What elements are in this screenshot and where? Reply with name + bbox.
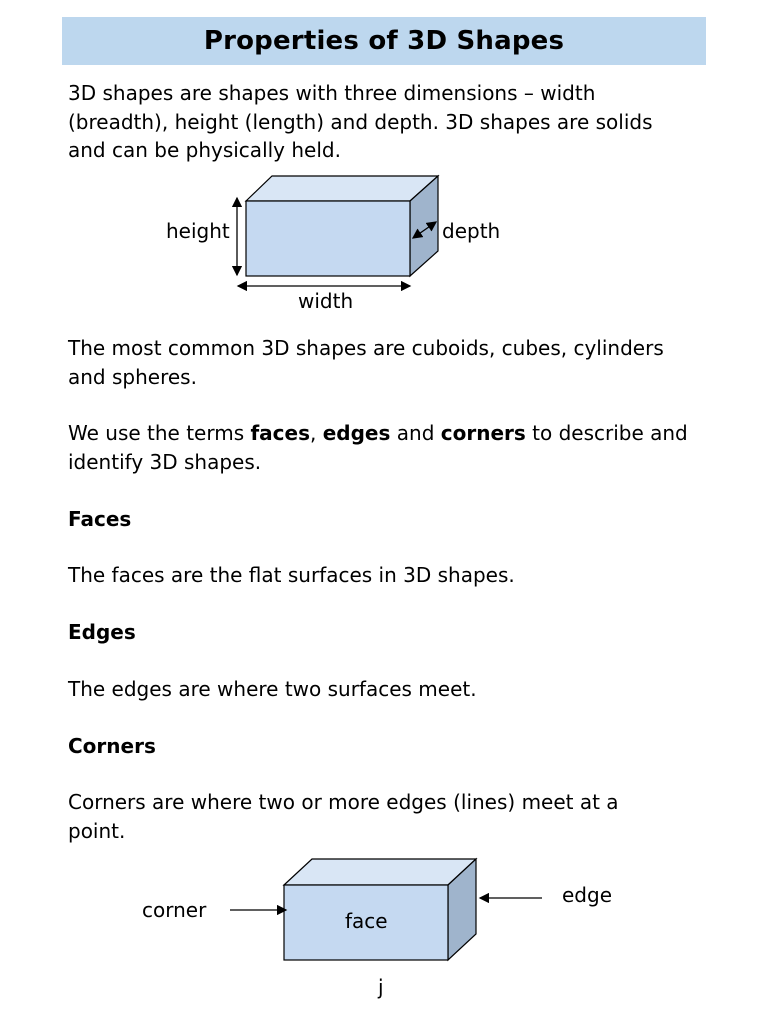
width-label: width — [298, 289, 354, 313]
terms-comma: , — [310, 421, 323, 445]
cuboid-front-face — [246, 201, 410, 276]
edges-heading: Edges — [68, 620, 136, 644]
features-diagram — [0, 850, 768, 1010]
term-corners: corners — [440, 421, 526, 445]
depth-label: depth — [442, 219, 501, 243]
terms-paragraph — [68, 419, 708, 476]
terms-line-1 — [68, 419, 708, 448]
common-line-2: and spheres. — [68, 364, 197, 389]
bottom-label: j — [378, 975, 384, 999]
title-bar — [62, 17, 706, 65]
corners-line-1: Corners are where two or more edges (lines) meet at a — [68, 790, 619, 814]
common-line-1: The most common 3D shapes are cuboids, cubes, cylinders — [68, 336, 664, 360]
faces-heading: Faces — [68, 507, 132, 531]
intro-line-3: and can be physically held. — [68, 138, 341, 162]
intro-line-1: 3D shapes are shapes with three dimensions – width — [68, 81, 596, 105]
terms-and: and — [390, 421, 441, 445]
common-shapes-paragraph — [68, 334, 708, 391]
shape-top-face — [284, 859, 476, 885]
terms-prefix: We use the terms — [68, 421, 251, 445]
faces-text: The faces are the flat surfaces in 3D shapes. — [68, 563, 515, 587]
corner-label: corner — [142, 898, 207, 922]
corners-line-2: point. — [68, 818, 126, 843]
cuboid-top-face — [246, 176, 438, 201]
face-label: face — [345, 909, 388, 933]
intro-line-2: (breadth), height (length) and depth. 3D shapes are solids — [68, 109, 653, 134]
corners-paragraph — [68, 788, 708, 845]
edge-label: edge — [562, 883, 612, 907]
term-edges: edges — [322, 421, 391, 445]
edges-text: The edges are where two surfaces meet. — [68, 677, 477, 701]
dimensions-diagram — [0, 165, 768, 325]
terms-suffix: to describe and — [525, 421, 688, 445]
intro-paragraph — [68, 79, 708, 165]
corners-heading: Corners — [68, 734, 156, 758]
height-label: height — [166, 219, 230, 243]
terms-line-2: identify 3D shapes. — [68, 449, 262, 474]
term-faces: faces — [250, 421, 311, 445]
page-title: Properties of 3D Shapes — [203, 26, 565, 56]
